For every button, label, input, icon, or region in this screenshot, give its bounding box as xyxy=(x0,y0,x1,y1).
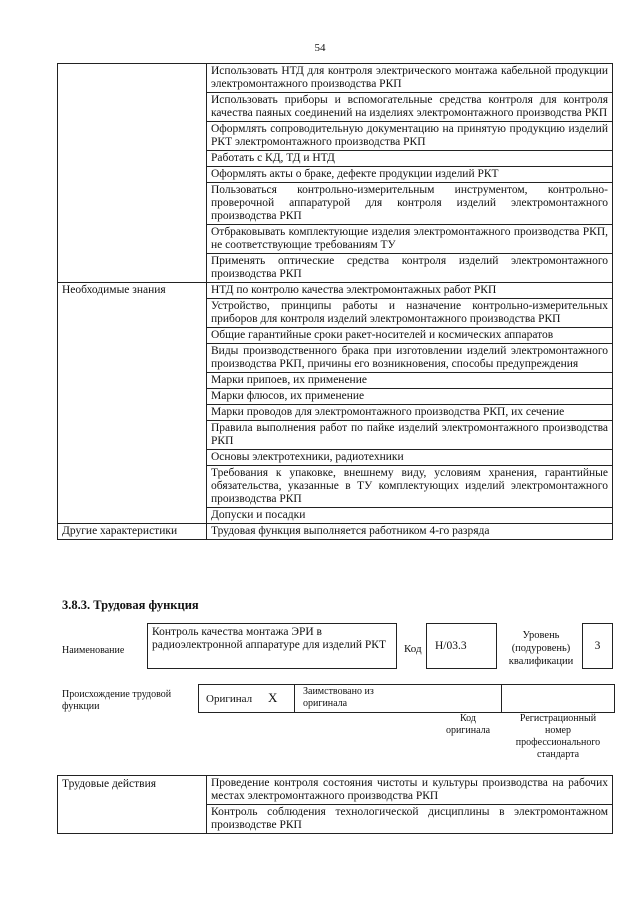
origin-label: Происхождение трудовой функции xyxy=(62,689,172,712)
table-row xyxy=(58,283,613,299)
level-box xyxy=(582,623,613,669)
table-cell: Работать с КД, ТД и НТД xyxy=(207,151,613,167)
original-mark: X xyxy=(268,690,278,705)
table-cell: Использовать НТД для контроля электрического монтажа кабельной продукции электромонтажного производства РКП xyxy=(207,64,613,93)
origin-box xyxy=(198,684,615,713)
table-cell: Трудовая функция выполняется работником 4-го разряда xyxy=(207,524,613,540)
table-cell: Марки припоев, их применение xyxy=(207,373,613,389)
table-cell: Применять оптические средства контроля изделий электромонтажного производства РКП xyxy=(207,254,613,283)
row-label xyxy=(58,64,207,283)
page-number: 54 xyxy=(314,42,326,54)
divider xyxy=(501,685,502,712)
name-label: Наименование xyxy=(62,645,125,656)
reg-number-label: Регистрационный номер профессионального стандарта xyxy=(515,713,601,760)
labor-actions-table xyxy=(57,775,613,834)
table-cell: Марки проводов для электромонтажного производства РКП, их сечение xyxy=(207,405,613,421)
table-cell: Контроль соблюдения технологической дисциплины в электромонтажном производстве РКП xyxy=(207,805,613,834)
table-cell: Марки флюсов, их применение xyxy=(207,389,613,405)
table-cell: Оформлять акты о браке, дефекте продукции изделий РКТ xyxy=(207,167,613,183)
table-row xyxy=(58,524,613,540)
table-cell: Устройство, принципы работы и назначение контрольно-измерительных приборов для контроля изделий электромонтажного производства РКП xyxy=(207,299,613,328)
table-cell: Проведение контроля состояния чистоты и культуры производства на рабочих местах электромонтажного производства РКП xyxy=(207,776,613,805)
table-cell: Правила выполнения работ по пайке изделий электромонтажного производства РКП xyxy=(207,421,613,450)
borrowed-label: Заимствовано из оригинала xyxy=(303,686,374,709)
table-cell: НТД по контролю качества электромонтажных работ РКП xyxy=(207,283,613,299)
row-label: Другие характеристики xyxy=(58,524,207,540)
level-value: 3 xyxy=(594,640,601,652)
table-cell: Пользоваться контрольно-измерительным инструментом, контрольно-проверочной аппаратурой для контроля изделий электромонтажного производства РКП xyxy=(207,183,613,225)
section-title: 3.8.3. Трудовая функция xyxy=(62,598,199,612)
divider xyxy=(294,685,295,712)
table-cell: Оформлять сопроводительную документацию на принятую продукцию изделий РКТ электромонтажного производства РКП xyxy=(207,122,613,151)
table-cell: Требования к упаковке, внешнему виду, условиям хранения, гарантийные обязательства, указанные в ТУ комплектующих изделий электромонтажного производства РКП xyxy=(207,466,613,508)
table-cell: Использовать приборы и вспомогательные средства контроля для контроля качества паяных соединений на изделиях электромонтажного производства РКП xyxy=(207,93,613,122)
table-row xyxy=(58,64,613,93)
skills-knowledge-table xyxy=(57,63,613,540)
code-box xyxy=(426,623,497,669)
table-cell: Отбраковывать комплектующие изделия электромонтажного производства РКП, не соответствующие требованиям ТУ xyxy=(207,225,613,254)
level-label: Уровень (подуровень) квалификации xyxy=(508,630,574,667)
table-cell: Основы электротехники, радиотехники xyxy=(207,450,613,466)
table-cell: Виды производственного брака при изготовлении изделий электромонтажного производства РКП, причины его возникновения, способы предупреждения xyxy=(207,344,613,373)
code-value: Н/03.3 xyxy=(435,640,467,652)
function-name-box xyxy=(147,623,397,669)
row-label: Необходимые знания xyxy=(58,283,207,524)
code-original-label: Код оригинала xyxy=(445,713,491,736)
table-cell: Общие гарантийные сроки ракет-носителей и космических аппаратов xyxy=(207,328,613,344)
code-label: Код xyxy=(404,643,422,655)
table-cell: Допуски и посадки xyxy=(207,508,613,524)
labor-actions-label: Трудовые действия xyxy=(58,776,207,834)
original-label: Оригинал xyxy=(206,693,253,705)
function-name-value: Контроль качества монтажа ЭРИ в радиоэлектронной аппаратуре для изделий РКТ xyxy=(152,626,386,651)
